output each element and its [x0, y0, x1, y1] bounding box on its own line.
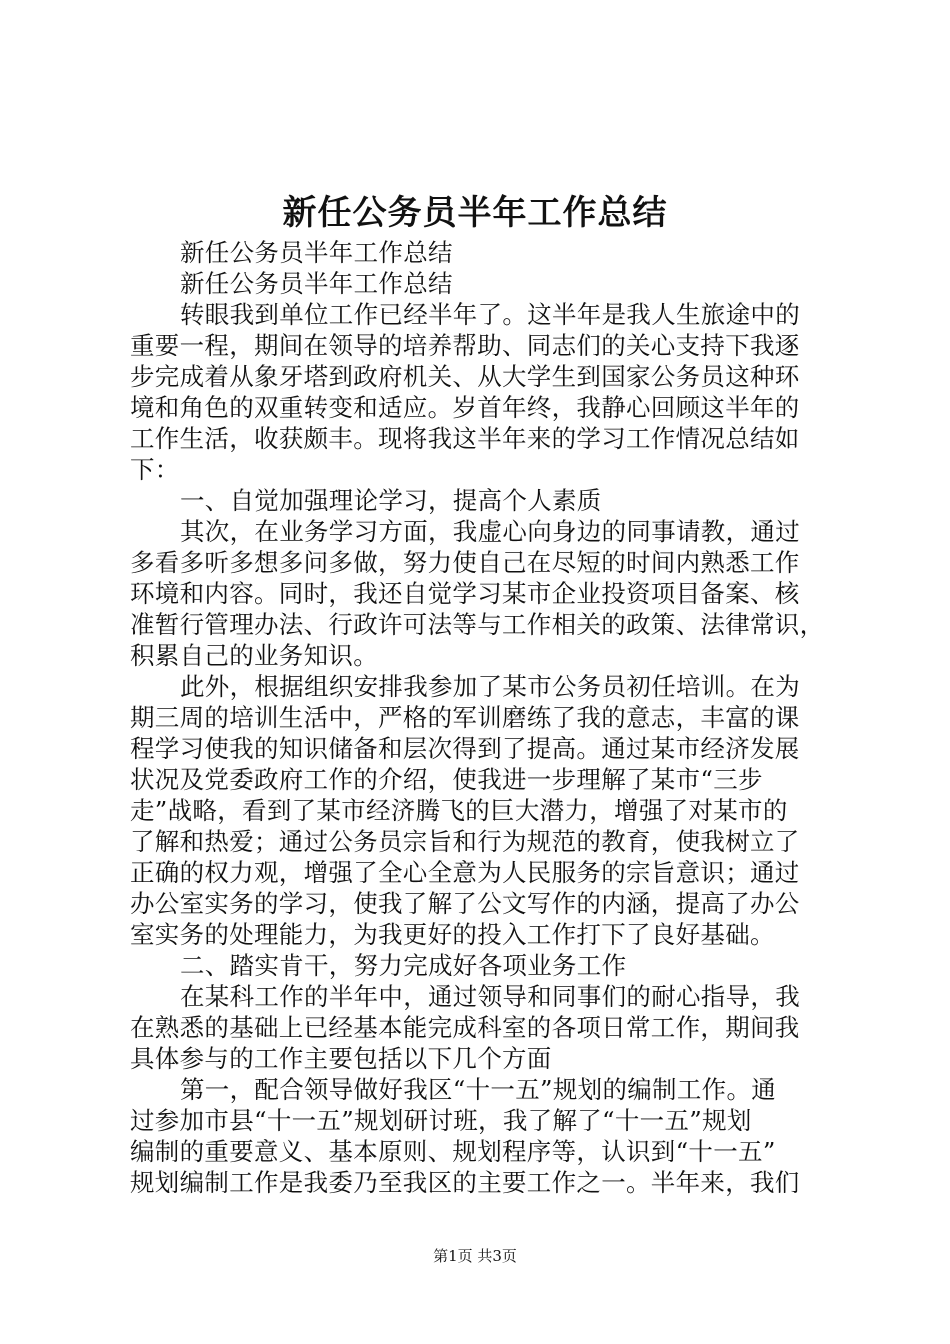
text-line: 环境和内容。同时，我还自觉学习某市企业投资项目备案、核	[130, 579, 800, 608]
document-title: 新任公务员半年工作总结	[282, 193, 668, 233]
text-line: 状况及党委政府工作的介绍，使我进一步理解了某市“三步	[130, 765, 763, 794]
text-line: 办公室实务的学习，使我了解了公文写作的内涵，提高了办公	[130, 889, 800, 918]
text-line: 境和角色的双重转变和适应。岁首年终，我静心回顾这半年的	[130, 393, 800, 422]
text-line: 步完成着从象牙塔到政府机关、从大学生到国家公务员这种环	[130, 362, 800, 391]
text-line: 其次，在业务学习方面，我虚心向身边的同事请教，通过	[180, 517, 800, 546]
text-line: 走”战略，看到了某市经济腾飞的巨大潜力，增强了对某市的	[130, 796, 788, 825]
page-footer: 第1页 共3页	[433, 1247, 517, 1265]
text-line: 编制的重要意义、基本原则、规划程序等，认识到“十一五”	[130, 1137, 776, 1166]
text-line: 一、自觉加强理论学习，提高个人素质	[180, 486, 602, 515]
text-line: 多看多听多想多问多做，努力使自己在尽短的时间内熟悉工作	[130, 548, 800, 577]
text-line: 下：	[130, 455, 180, 484]
text-line: 工作生活，收获颇丰。现将我这半年来的学习工作情况总结如	[130, 424, 800, 453]
text-line: 新任公务员半年工作总结	[180, 269, 453, 298]
text-line: 室实务的处理能力，为我更好的投入工作打下了良好基础。	[130, 920, 775, 949]
text-line: 程学习使我的知识储备和层次得到了提高。通过某市经济发展	[130, 734, 800, 763]
text-line: 二、踏实肯干，努力完成好各项业务工作	[180, 951, 627, 980]
text-line: 新任公务员半年工作总结	[180, 238, 453, 267]
text-line: 准暂行管理办法、行政许可法等与工作相关的政策、法律常识，	[130, 610, 825, 639]
text-line: 期三周的培训生活中，严格的军训磨练了我的意志，丰富的课	[130, 703, 800, 732]
text-line: 积累自己的业务知识。	[130, 641, 378, 670]
text-line: 此外，根据组织安排我参加了某市公务员初任培训。在为	[180, 672, 800, 701]
text-line: 具体参与的工作主要包括以下几个方面	[130, 1044, 552, 1073]
text-line: 规划编制工作是我委乃至我区的主要工作之一。半年来，我们	[130, 1168, 800, 1197]
document-body	[130, 237, 832, 1198]
text-line: 第一，配合领导做好我区“十一五”规划的编制工作。通	[180, 1075, 777, 1104]
text-line: 了解和热爱；通过公务员宗旨和行为规范的教育，使我树立了	[130, 827, 800, 856]
text-line: 在熟悉的基础上已经基本能完成科室的各项日常工作，期间我	[130, 1013, 800, 1042]
text-line: 在某科工作的半年中，通过领导和同事们的耐心指导，我	[180, 982, 800, 1011]
text-line: 正确的权力观，增强了全心全意为人民服务的宗旨意识；通过	[130, 858, 800, 887]
text-line: 转眼我到单位工作已经半年了。这半年是我人生旅途中的	[180, 300, 800, 329]
text-line: 过参加市县“十一五”规划研讨班，我了解了“十一五”规划	[130, 1106, 752, 1135]
text-line: 重要一程，期间在领导的培养帮助、同志们的关心支持下我逐	[130, 331, 800, 360]
